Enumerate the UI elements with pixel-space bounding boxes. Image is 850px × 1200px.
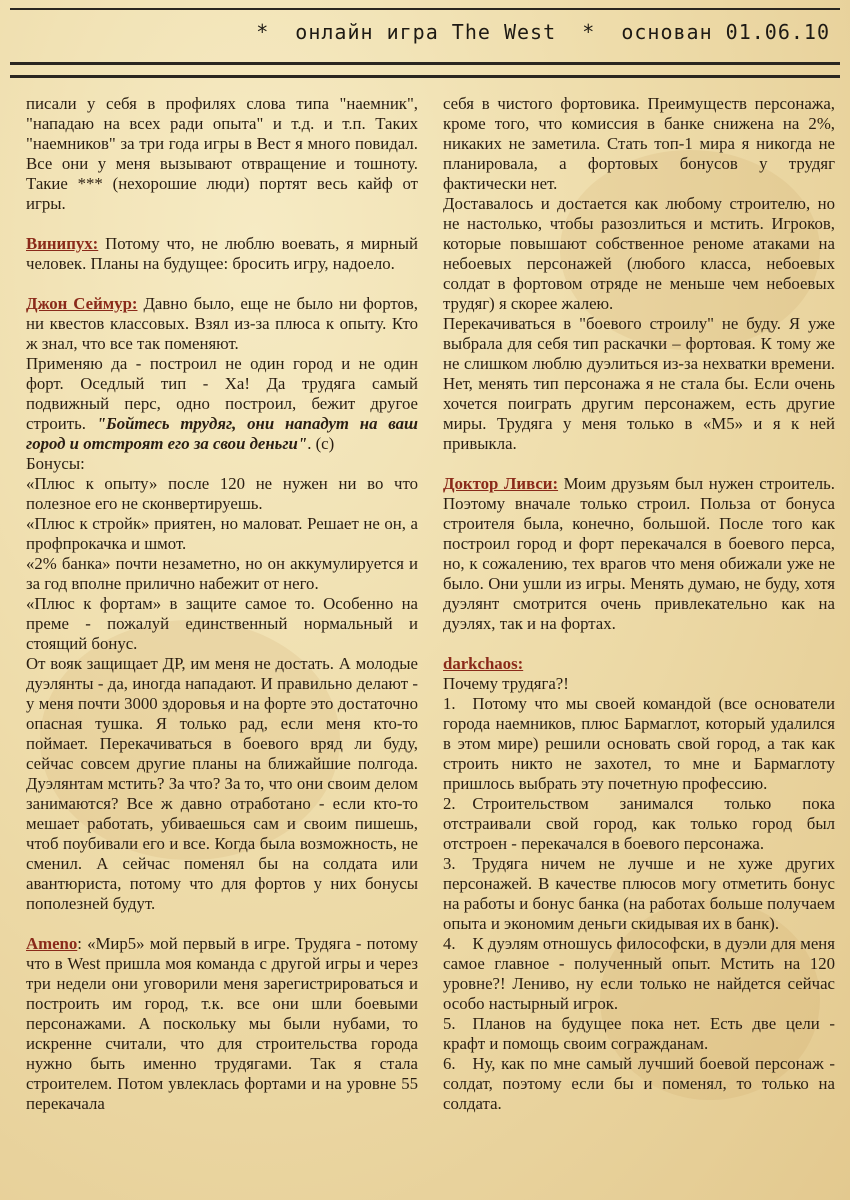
author-name: Ameno bbox=[26, 934, 78, 953]
list-item: 1. Потому что мы своей командой (все основатели города наемников, плюс Бармаглот, который удалился в этом мире) решили основать свой город, а так как строить никто не захотел, то мне и Бармаглоту пришлось выбрать эту почетную профессию. bbox=[443, 694, 835, 793]
paragraph: писали у себя в профилях слова типа "наемник", "нападаю на всех ради опыта" и т.д. и т.п. Таких "наемников" за три года игры в Вест я много повидал. Все они у меня вызывают отвращение и тошноту. Такие *** (нехорошие люди) портят весь кайф от игры. bbox=[26, 94, 418, 213]
paragraph-text: Применяю да - построил не один город и не один форт. Оседлый тип - Ха! Да трудяга самый подвижный перс, одно построил, бежит другое строить. bbox=[26, 354, 418, 433]
answer-livsi bbox=[443, 474, 835, 634]
bold-quote: "Бойтесь трудяг, они нападут на ваш город и отстроят его за свои деньги" bbox=[26, 414, 418, 453]
paragraph: Перекачиваться в "боевого строилу" не буду. Я уже выбрала для себя тип раскачки – фортовая. К тому же не слишком люблю дуэлиться из-за нехватки времени. Нет, менять тип персонажа я не стала бы. Если очень хочется поиграть другим персонажем, есть другие миры. Трудяга у меня только в «М5» и я к ней привыкла. bbox=[443, 314, 835, 453]
author-name: Винипух: bbox=[26, 234, 99, 253]
list-item: 4. К дуэлям отношусь философски, в дуэли для меня самое главное - полученный опыт. Мстить на 120 уровне?! Лениво, ну если только не найдется сейчас особо настырный игрок. bbox=[443, 934, 835, 1013]
page-header bbox=[0, 0, 850, 90]
paragraph: «Плюс к фортам» в защите самое то. Особенно на преме - пожалуй единственный нормальный и стоящий бонус. bbox=[26, 594, 418, 653]
answer-ameno bbox=[26, 934, 418, 1114]
list-item: 2. Строительством занимался только пока отстраивали свой город, как только город был отстроен - перекачался в боевого персонажа. bbox=[443, 794, 835, 853]
answer-vinipukh bbox=[26, 234, 418, 274]
right-column bbox=[443, 94, 835, 1188]
paragraph: Доставалось и достается как любому строителю, но не настолько, чтобы разозлиться и мстить. Игроков, которые повышают собственное реноме атаками на небоевых персонажей (любого класса, небоевых солдат в фортовом отряде не меньше чем небоевых трудяг) я скорее жалею. bbox=[443, 194, 835, 313]
header-rule bbox=[10, 62, 840, 65]
list-item: 5. Планов на будущее пока нет. Есть две цели - крафт и помощь своим согражданам. bbox=[443, 1014, 835, 1053]
paragraph-text: . (с) bbox=[307, 434, 335, 453]
paragraph: «2% банка» почти незаметно, но он аккумулируется и за год вполне прилично набежит от него. bbox=[26, 554, 418, 593]
author-name: Доктор Ливси: bbox=[443, 474, 559, 493]
paragraph: «Плюс к стройк» приятен, но маловат. Решает не он, а профпрокачка и шмот. bbox=[26, 514, 418, 553]
left-column bbox=[26, 94, 418, 1188]
paragraph: Почему трудяга?! bbox=[443, 674, 569, 693]
header-rule bbox=[10, 75, 840, 78]
list-item: 3. Трудяга ничем не лучше и не хуже других персонажей. В качестве плюсов могу отметить бонус на работы и бонус банка (на работах больше получаем опыта и экономим деньги скидывая их в банк). bbox=[443, 854, 835, 933]
answer-text: Потому что, не люблю воевать, я мирный человек. Планы на будущее: бросить игру, надоело. bbox=[26, 234, 418, 273]
answer-text: : «Мир5» мой первый в игре. Трудяга - потому что в West пришла моя команда с другой игры и через три недели они уговорили меня зарегистрироваться и построить им город, т.к. все они шли боевыми персонажами. А поскольку мы были нубами, то искренне считали, что для строительства города нужно быть именно трудягами. Так я стала строителем. Потом увлеклась фортами и на уровне 55 перекачала bbox=[26, 934, 418, 1113]
author-name: darkchaos: bbox=[443, 654, 524, 673]
author-name: Джон Сеймур: bbox=[26, 294, 138, 313]
answer-text: Моим друзьям был нужен строитель. Поэтому вначале только строил. Польза от бонуса строителя была, конечно, большой. После того как построил город и форт перекачался в боевого перса, но, к сожалению, тех врагов что меня обижали уже не было. Они ушли из игры. Менять думаю, не буду, хотя дуэлянт смотрится очень привлекательно как на дуэлях, так и на фортах. bbox=[443, 474, 835, 633]
masthead-title: * онлайн игра The West * основан 01.06.10 bbox=[256, 20, 830, 44]
answer-text: Давно было, еще не было ни фортов, ни квестов классовых. Взял из-за плюса к опыту. Кто ж знал, что все так поменяют. bbox=[26, 294, 418, 353]
paragraph: «Плюс к опыту» после 120 не нужен ни во что полезное его не сконвертируешь. bbox=[26, 474, 418, 513]
paragraph: Бонусы: bbox=[26, 454, 85, 473]
paragraph bbox=[26, 354, 418, 454]
answer-john bbox=[26, 294, 418, 354]
header-rule-top bbox=[10, 8, 840, 10]
paragraph: себя в чистого фортовика. Преимуществ персонажа, кроме того, что комиссия в банке снижена на 2%, никаких не заметила. Стать топ-1 мира я никогда не планировала, а фортовых бонусов у трудяг фактически нет. bbox=[443, 94, 835, 193]
list-item: 6. Ну, как по мне самый лучший боевой персонаж - солдат, поэтому если бы и поменял, то только на солдата. bbox=[443, 1054, 835, 1113]
answer-darkchaos bbox=[443, 654, 835, 674]
paragraph: От вояк защищает ДР, им меня не достать. А молодые дуэлянты - да, иногда нападают. И правильно делают - у меня почти 3000 здоровья и на форте это достаточно опасная тушка. Я только рад, если меня кто-то поймает. Перекачиваться в боевого вряд ли буду, сейчас совсем другие планы на ближайшие полгода. Дуэлянтам мстить? За что? За то, что они своим делом занимаются? Все ж давно отработано - если кто-то мешает работать, убиваешься сам и своим пишешь, чтоб поубивали его и все. Когда была возможность, не сменил. А сейчас поменял бы на солдата или авантюриста, потому что для фортов у них бонусы пополезней будут. bbox=[26, 654, 418, 913]
